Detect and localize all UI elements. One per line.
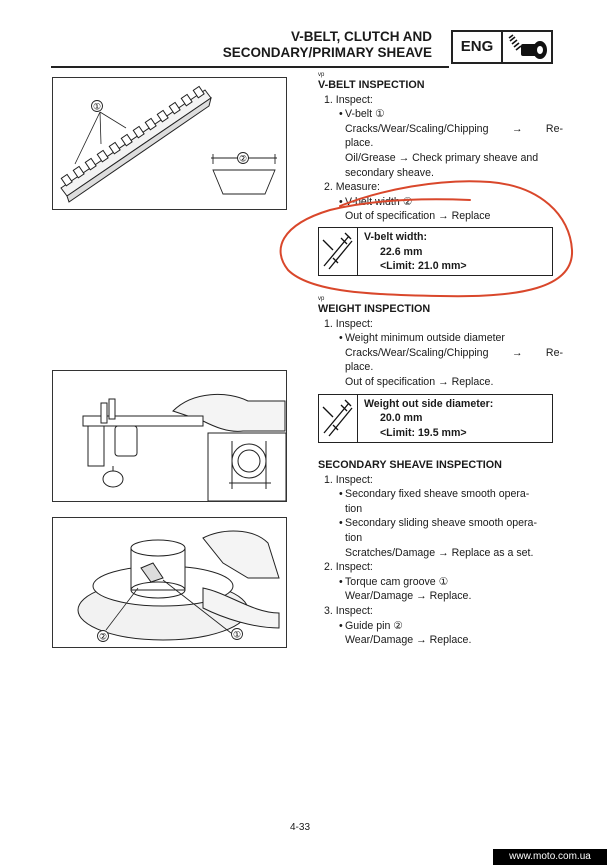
highlight-annotation [270, 170, 585, 310]
weight-bullet-1: Weight minimum outside diameter [345, 332, 505, 345]
sheave-bullet-1-cont: tion [345, 502, 363, 515]
page-title-line1: V-BELT, CLUTCH AND [291, 29, 432, 44]
weight-step-1: 1. Inspect: [324, 317, 373, 330]
sheave-step-1: 1. Inspect: [324, 473, 373, 486]
vbelt-bullet-1: V-belt ① [345, 108, 385, 121]
vbelt-cracks-line [318, 122, 563, 137]
sheave-callout-2: ② [98, 632, 108, 643]
sheave-bullet-1: Secondary fixed sheave smooth opera- [345, 488, 530, 501]
vbelt-section-title: V-BELT INSPECTION [318, 79, 425, 91]
vbelt-spec-value: 22.6 mm [380, 245, 423, 258]
eng-chapter-badge: ENG [451, 30, 503, 64]
sheave-line-2: Wear/Damage → Replace. [345, 590, 472, 603]
section-marker: vp [318, 296, 325, 302]
sheave-bullet-4: Guide pin ② [345, 619, 403, 632]
weight-inspection-section: vp WEIGHT INSPECTION 1. Inspect: • Weight minimum outside diameter Cracks/Wear/Scaling/Chipping → Re- place. Out of specification → Replace. Weight out side diameter: 20.0 mm <Limit: 19.5 mm> [318, 296, 563, 443]
weight-cracks-line [318, 346, 563, 361]
vbelt-step-1: 1. Inspect: [324, 93, 373, 106]
sheave-line-1: Scratches/Damage → Replace as a set. [345, 546, 534, 559]
vbelt-replace-text: Re- [545, 122, 563, 135]
vbelt-callout-2: ② [238, 154, 248, 165]
clutch-sheave-icon [503, 30, 553, 64]
section-marker: vp [318, 72, 325, 78]
vbelt-callout-1: ① [92, 102, 102, 113]
weight-measure-figure [52, 370, 287, 502]
weight-spec-value: 20.0 mm [380, 412, 423, 425]
caliper-icon [319, 395, 358, 442]
vbelt-bullet-2: V-belt width ② [345, 195, 413, 208]
weight-spec-label: Weight out side diameter: [364, 397, 494, 410]
secondary-sheave-figure [52, 517, 287, 648]
vbelt-inspection-section: vp V-BELT INSPECTION 1. Inspect: • V-belt ① Cracks/Wear/Scaling/Chipping → Re- place. Oil/Grease → Check primary sheave and secondary sheave. 2. Measure: • V-belt width ② Out of specification → Replace V-belt width: 22.6 mm <Limit: 21.0 mm> [318, 72, 563, 276]
secondary-sheave-section: SECONDARY SHEAVE INSPECTION 1. Inspect: • Secondary fixed sheave smooth opera- tion • Secondary sliding sheave smooth opera- tion Scratches/Damage → Replace as a set. 2. Inspect: • Torque cam groove ① Wear/Damage → Replace. 3. Inspect: • Guide pin ② Wear/Damage → Replace. [318, 458, 563, 648]
sheave-line-3: Wear/Damage → Replace. [345, 634, 472, 647]
vbelt-spec-limit: <Limit: 21.0 mm> [380, 260, 467, 273]
sheave-step-3: 3. Inspect: [324, 604, 373, 617]
vbelt-line-2: place. [345, 137, 374, 150]
sheave-bullet-2: Secondary sliding sheave smooth opera- [345, 517, 537, 530]
arrow-icon: → [511, 346, 523, 359]
weight-line-3: Out of specification → Replace. [345, 375, 494, 388]
weight-cracks-text: Cracks/Wear/Scaling/Chipping [345, 346, 489, 359]
weight-section-title: WEIGHT INSPECTION [318, 303, 431, 315]
sheave-bullet-2-cont: tion [345, 531, 363, 544]
sheave-callout-1: ① [232, 630, 242, 641]
source-url-watermark: www.moto.com.ua [493, 849, 607, 865]
page-number: 4-33 [290, 822, 311, 833]
weight-replace-text: Re- [545, 346, 563, 359]
weight-spec-limit: <Limit: 19.5 mm> [380, 426, 467, 439]
header-rule [51, 66, 449, 68]
sheave-bullet-3: Torque cam groove ① [345, 575, 449, 588]
weight-line-2: place. [345, 361, 374, 374]
page-title [223, 29, 432, 61]
vbelt-step-2: 2. Measure: [324, 181, 380, 194]
vbelt-line-3: Oil/Grease → Check primary sheave and [345, 151, 539, 164]
arrow-icon: → [511, 122, 523, 135]
sheave-step-2: 2. Inspect: [324, 561, 373, 574]
vbelt-line-4: secondary sheave. [345, 166, 434, 179]
weight-spec-box [318, 394, 553, 443]
sheave-section-title: SECONDARY SHEAVE INSPECTION [318, 459, 502, 471]
vbelt-spec-label: V-belt width: [364, 230, 427, 243]
page-title-line2: SECONDARY/PRIMARY SHEAVE [222, 45, 432, 60]
vbelt-line-5: Out of specification → Replace [345, 210, 491, 223]
vbelt-figure [52, 77, 287, 210]
vbelt-cracks-text: Cracks/Wear/Scaling/Chipping [345, 122, 489, 135]
